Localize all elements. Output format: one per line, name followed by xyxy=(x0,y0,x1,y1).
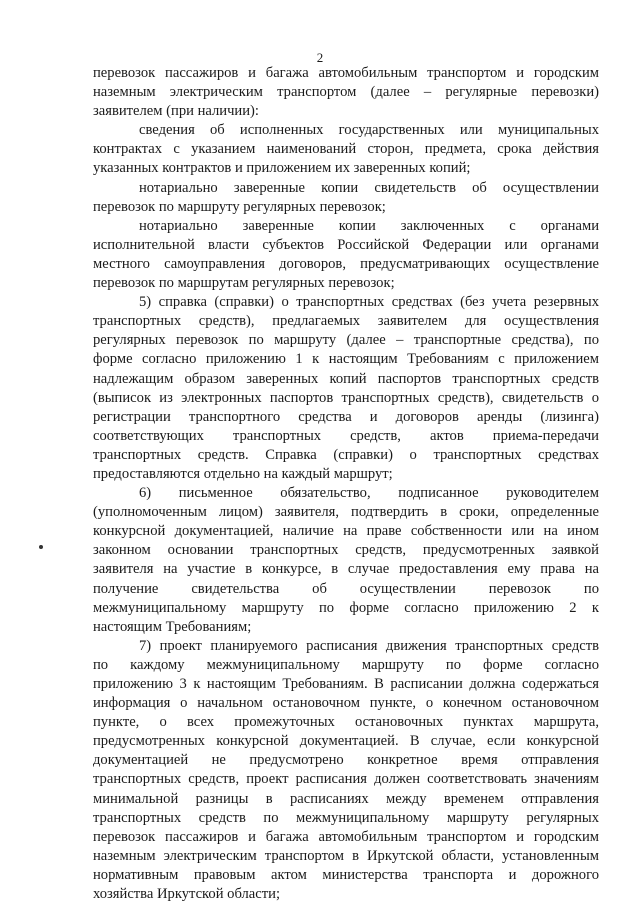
text-line: соответствующих транспортных средств, актов приема-передачи xyxy=(93,427,599,444)
text-line: заявителем (при наличии): xyxy=(93,103,259,120)
text-line: перевозок пассажиров и багажа автомобильным транспортом и городским xyxy=(93,65,599,81)
text-line: по каждому межмуниципальному маршруту по форме согласно xyxy=(93,656,599,673)
text-line: 6) письменное обязательство, подписанное руководителем xyxy=(139,485,599,502)
text-line: транспортных средств. Справка (справки) о транспортных средствах xyxy=(93,446,599,463)
text-line: исполнительной власти субъектов Российской Федерации или органами xyxy=(93,236,599,253)
text-line: указанных контрактов и приложением их заверенных копий; xyxy=(93,160,471,177)
text-line: надлежащим образом заверенных копий паспортов транспортных средств xyxy=(93,370,599,387)
text-line: настоящим Требованиям; xyxy=(93,618,252,635)
text-line: законном основании транспортных средств, предусмотренных заявкой xyxy=(93,542,599,559)
text-line: предусмотренных конкурсной документацией. В случае, если конкурсной xyxy=(93,733,599,750)
text-line: (уполномоченным лицом) заявителя, подтвердить в сроки, определенные xyxy=(93,504,599,521)
text-line: предоставляются отдельно на каждый маршрут; xyxy=(93,465,393,482)
text-line: местного самоуправления договоров, предусматривающих осуществление xyxy=(93,255,599,272)
text-line: транспортных средств), предлагаемых заявителем для осуществления xyxy=(93,313,599,330)
text-line: межмуниципальному маршруту по форме согласно приложению 2 к xyxy=(93,599,599,616)
margin-mark xyxy=(39,545,43,549)
text-line: приложению 3 к настоящим Требованиям. В расписании должна содержаться xyxy=(93,676,599,692)
text-line: (выписок из электронных паспортов транспортных средств), свидетельств о xyxy=(93,389,599,406)
text-line: получение свидетельства об осуществлении перевозок по xyxy=(93,580,599,597)
text-line: регулярных перевозок по маршруту (далее – транспортные средства), по xyxy=(93,332,599,349)
page-number: 2 xyxy=(316,50,324,65)
text-line: сведения об исполненных государственных или муниципальных xyxy=(139,122,599,139)
text-line: наземным электрическим транспортом в Иркутской области, установленным xyxy=(93,847,599,864)
text-line: перевозок по маршруту регулярных перевозок; xyxy=(93,198,386,215)
text-line: конкурсной документацией, наличие на праве собственности или на ином xyxy=(93,523,599,540)
text-line: транспортных средств, проект расписания должен соответствовать значениям xyxy=(93,771,599,788)
text-line: 7) проект планируемого расписания движения транспортных средств xyxy=(139,637,599,654)
text-line: нотариально заверенные копии заключенных с органами xyxy=(139,217,599,234)
text-line: транспортных средств по межмуниципальному маршруту регулярных xyxy=(93,809,599,826)
text-line: документацией не предусмотрено конкретное время отправления xyxy=(93,752,599,769)
text-line: пункте, о всех промежуточных остановочных пунктах маршрута, xyxy=(93,714,599,731)
text-line: форме согласно приложению 1 к настоящим Требованиям с приложением xyxy=(93,351,599,368)
text-line: нотариально заверенные копии свидетельств об осуществлении xyxy=(139,179,599,196)
text-line: информация о начальном остановочном пункте, о конечном остановочном xyxy=(93,695,599,712)
document-body xyxy=(93,64,599,904)
text-line: наземным электрическим транспортом (далее – регулярные перевозки) xyxy=(93,84,599,101)
text-line: контрактах с указанием наименований сторон, предмета, срока действия xyxy=(93,141,599,158)
text-line: перевозок пассажиров и багажа автомобильным транспортом и городским xyxy=(93,828,599,845)
text-line: регистрации транспортного средства и договоров аренды (лизинга) xyxy=(93,408,599,425)
text-line: хозяйства Иркутской области; xyxy=(93,886,280,903)
text-line: нормативным правовым актом министерства транспорта и дорожного xyxy=(93,866,599,883)
text-line: 5) справка (справки) о транспортных средствах (без учета резервных xyxy=(139,294,599,311)
text-line: минимальной разницы в расписаниях между временем отправления xyxy=(93,790,599,807)
text-line: заявителя на участие в конкурсе, в случае предоставления ему права на xyxy=(93,561,599,578)
text-line: перевозок по маршрутам регулярных перевозок; xyxy=(93,275,395,292)
